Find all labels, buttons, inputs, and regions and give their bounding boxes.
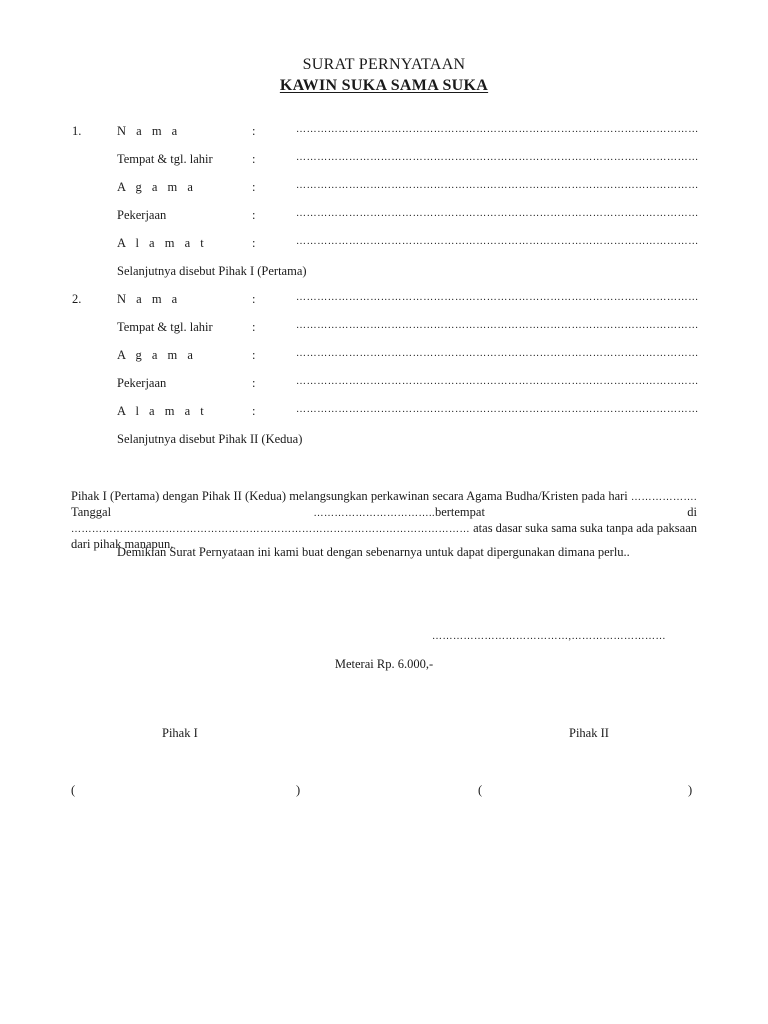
document-subtitle — [0, 77, 768, 95]
field-colon: : — [252, 208, 256, 222]
location-blank[interactable]: …………………………………………………………………………………………………… — [71, 524, 470, 535]
field-colon: : — [252, 376, 256, 390]
field-blank-line[interactable]: …………………………………………………………………………………………………… — [296, 404, 699, 415]
day-blank[interactable]: ………………. — [631, 492, 697, 503]
field-blank-line[interactable]: …………………………………………………………………………………………………… — [296, 208, 699, 219]
signature-label-party2: Pihak II — [569, 726, 609, 740]
document-subtitle-text: KAWIN SUKA SAMA SUKA — [279, 77, 489, 94]
statement-text: bertempat di — [434, 505, 698, 519]
party2-designation: Selanjutnya disebut Pihak II (Kedua) — [117, 432, 303, 446]
document-title: SURAT PERNYATAAN — [302, 56, 466, 73]
closing-paragraph: Demikian Surat Pernyataan ini kami buat dengan sebenarnya untuk dapat dipergunakan dimana perlu.. — [117, 545, 630, 559]
party2-row-religion — [0, 348, 768, 366]
field-label: Pekerjaan — [117, 208, 167, 222]
signature-open-paren-party1: ( — [71, 783, 76, 797]
field-blank-line[interactable]: …………………………………………………………………………………………………… — [296, 348, 699, 359]
field-colon: : — [252, 236, 256, 250]
field-blank-line[interactable]: …………………………………………………………………………………………………… — [296, 180, 699, 191]
field-colon: : — [252, 348, 256, 362]
field-label: N a m a — [117, 124, 181, 138]
party1-row-birth — [0, 152, 768, 170]
field-colon: : — [252, 180, 256, 194]
party2-row-job — [0, 376, 768, 394]
statement-text: Tanggal — [71, 505, 112, 519]
field-colon: : — [252, 152, 256, 166]
stamp-duty-label: Meterai Rp. 6.000,- — [334, 657, 434, 671]
field-label: A g a m a — [117, 348, 197, 362]
field-blank-line[interactable]: …………………………………………………………………………………………………… — [296, 152, 699, 163]
field-label: Pekerjaan — [117, 376, 167, 390]
field-blank-line[interactable]: …………………………………………………………………………………………………… — [296, 236, 699, 247]
field-label: A l a m a t — [117, 404, 208, 418]
signature-label-party1: Pihak I — [162, 726, 198, 740]
field-label: Tempat & tgl. lahir — [117, 152, 213, 166]
party1-designation: Selanjutnya disebut Pihak I (Pertama) — [117, 264, 307, 278]
field-blank-line[interactable]: …………………………………………………………………………………………………… — [296, 292, 699, 303]
date-blank[interactable]: …………………………….. — [313, 508, 435, 519]
party2-row-address — [0, 404, 768, 422]
field-blank-line[interactable]: …………………………………………………………………………………………………… — [296, 124, 699, 135]
party1-row-name — [0, 124, 768, 142]
field-label: A l a m a t — [117, 236, 208, 250]
field-colon: : — [252, 124, 256, 138]
statement-text: Pihak I (Pertama) dengan Pihak II (Kedua) melangsungkan perkawinan secara Agama Budha/Kristen pada hari — [71, 489, 628, 503]
signature-close-paren-party1: ) — [296, 783, 301, 797]
party1-row-address — [0, 236, 768, 254]
place-date-blank[interactable]: …………………………………,……………………… — [432, 631, 666, 642]
party2-number: 2. — [72, 292, 82, 306]
statement-text: atas dasar suka sama suka tanpa ada paksaan dari pihak manapun. — [71, 521, 697, 551]
field-blank-line[interactable]: …………………………………………………………………………………………………… — [296, 320, 699, 331]
signature-close-paren-party2: ) — [688, 783, 693, 797]
field-colon: : — [252, 404, 256, 418]
field-label: Tempat & tgl. lahir — [117, 320, 213, 334]
signature-open-paren-party2: ( — [478, 783, 483, 797]
field-label: A g a m a — [117, 180, 197, 194]
field-label: N a m a — [117, 292, 181, 306]
field-colon: : — [252, 320, 256, 334]
party1-row-job — [0, 208, 768, 226]
party1-row-religion — [0, 180, 768, 198]
field-blank-line[interactable]: …………………………………………………………………………………………………… — [296, 376, 699, 387]
field-colon: : — [252, 292, 256, 306]
party1-number: 1. — [72, 124, 82, 138]
marriage-statement-paragraph — [71, 489, 698, 551]
party2-row-birth — [0, 320, 768, 338]
party2-row-name — [0, 292, 768, 310]
